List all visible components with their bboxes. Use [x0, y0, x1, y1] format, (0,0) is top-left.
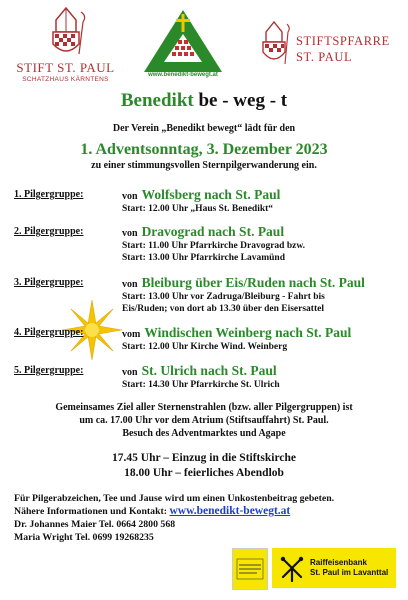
group-von: von [122, 191, 138, 202]
footer-contact-2: Maria Wright Tel. 0699 19268235 [14, 532, 154, 543]
headline [0, 90, 408, 112]
group-label: 4. Pilgergruppe: [14, 327, 84, 338]
group-route: St. Ulrich nach St. Paul [141, 363, 277, 378]
bank-name-line2: St. Paul im Lavanttal [310, 568, 389, 577]
stiftspfarre-logo [256, 20, 406, 80]
schedule-block [0, 451, 408, 481]
group-start: Start: 13.00 Uhr Pfarrkirche Lavamünd [122, 253, 285, 263]
group-start: Start: 14.30 Uhr Pfarrkirche St. Ulrich [122, 380, 280, 390]
footer-block [14, 492, 334, 544]
footer-contact-prefix: Nähere Informationen und Kontakt: [14, 506, 170, 517]
group-start: Start: 11.00 Uhr Pfarrkirche Dravograd bzw. [122, 241, 306, 251]
raiffeisen-logo-icon [277, 553, 307, 583]
schedule-line2: 18.00 Uhr – feierliches Abendlob [124, 467, 284, 479]
group-route: Windischen Weinberg nach St. Paul [144, 325, 352, 340]
group-label: 1. Pilgergruppe: [14, 189, 84, 200]
raiffeisen-sponsor [272, 548, 396, 588]
group-label: 3. Pilgergruppe: [14, 277, 84, 288]
group-label: 5. Pilgergruppe: [14, 365, 84, 376]
group-start: Start: 12.00 Uhr Kirche Wind. Weinberg [122, 342, 288, 352]
mitre-crest-icon [41, 6, 91, 58]
event-date: 1. Adventsonntag, 3. Dezember 2023 [80, 141, 328, 158]
bank-name-line1: Raiffeisenbank [310, 558, 367, 567]
right-logo-line1: STIFTSPFARRE [296, 34, 390, 48]
sponsor-badge [232, 548, 268, 590]
goal-line2: um ca. 17.00 Uhr vor dem Atrium (Stiftsauffahrt) St. Paul. [79, 415, 329, 426]
headline-part1: Benedikt [120, 90, 194, 111]
schedule-line1: 17.45 Uhr – Einzug in die Stiftskirche [112, 452, 296, 464]
group-label: 2. Pilgergruppe: [14, 226, 84, 237]
footer-line1: Für Pilgerabzeichen, Tee und Jause wird um einen Unkostenbeitrag gebeten. [14, 493, 335, 504]
website-link[interactable]: www.benedikt-bewegt.at [169, 505, 291, 517]
intro-text: Der Verein „Benedikt bewegt“ lädt für den [112, 123, 296, 134]
stift-st-paul-logo [8, 6, 123, 86]
group-route: Wolfsberg nach St. Paul [141, 187, 281, 202]
group-von: von [122, 279, 138, 290]
group-start: Start: 13.00 Uhr vor Zadruga/Bleiburg - Fahrt bis [122, 292, 325, 302]
goal-line1: Gemeinsames Ziel aller Sternenstrahlen (bzw. aller Pilgergruppen) ist [55, 402, 353, 413]
group-von: von [122, 228, 138, 239]
footer-contact-1: Dr. Johannes Maier Tel. 0664 2800 568 [14, 519, 176, 530]
group-von: vom [122, 329, 141, 340]
right-logo-line2: ST. PAUL [296, 50, 353, 64]
benedikt-bewegt-logo [142, 8, 224, 86]
goal-line3: Besuch des Adventmarktes und Agape [122, 428, 286, 439]
group-start: Start: 12.00 Uhr „Haus St. Benedikt“ [122, 204, 274, 214]
mitre-crest-icon [256, 20, 292, 70]
center-logo-url: www.benedikt-bewegt.at [148, 72, 218, 78]
green-triangle-cross-logo [142, 8, 224, 74]
badge-graphic-icon [233, 549, 267, 589]
group-route: Bleiburg über Eis/Ruden nach St. Paul [141, 275, 365, 290]
headline-part2: be - weg - t [193, 90, 288, 111]
subintro-text: zu einer stimmungsvollen Sternpilgerwanderung ein. [91, 160, 317, 171]
group-route: Dravograd nach St. Paul [141, 224, 285, 239]
left-logo-subtitle: SCHATZHAUS KÄRNTENS [22, 76, 109, 83]
group-von: von [122, 367, 138, 378]
left-logo-title: STIFT ST. PAUL [16, 60, 115, 75]
group-start: Eis/Ruden; von dort ab 13.30 über den Eisersattel [122, 304, 324, 314]
goal-block [0, 401, 408, 440]
